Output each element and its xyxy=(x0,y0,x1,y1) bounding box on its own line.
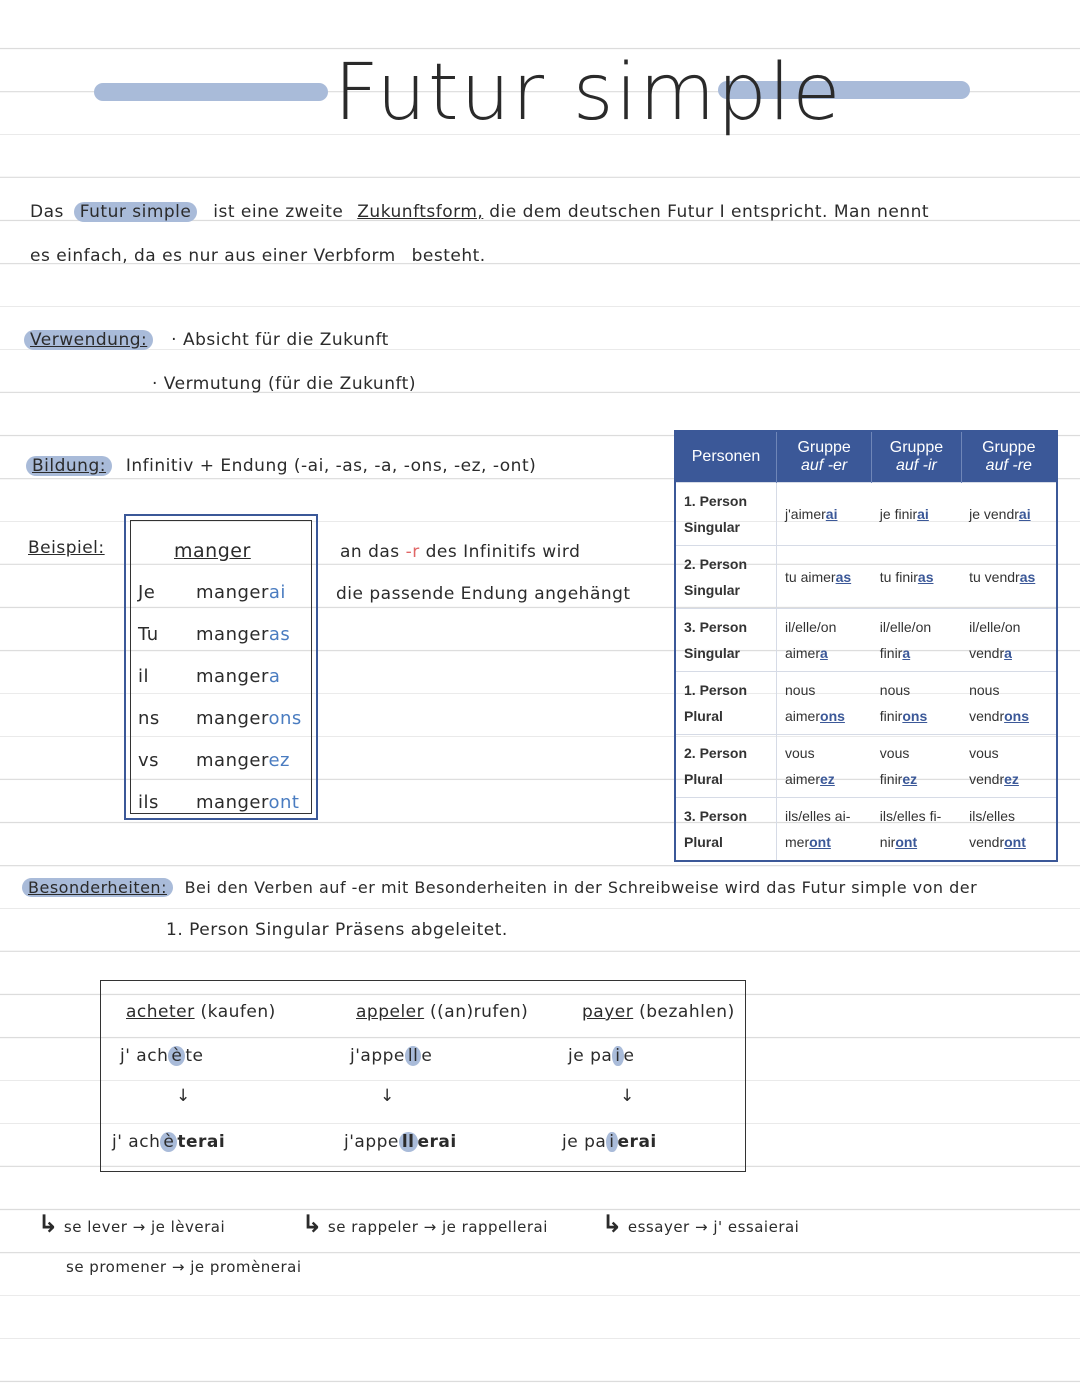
cell-ending: a xyxy=(1004,645,1012,661)
example-form xyxy=(196,708,302,729)
header-line: auf -re xyxy=(985,457,1032,474)
ending: a xyxy=(268,666,281,687)
table-cell xyxy=(961,672,1057,735)
example-form xyxy=(196,792,299,813)
ending: ons xyxy=(268,708,302,729)
example-note-2: die passende Endung angehängt xyxy=(336,584,631,604)
cell-text: vendr xyxy=(969,834,1005,850)
cell-ending: ont xyxy=(809,834,831,850)
table-cell xyxy=(961,609,1057,672)
usage-section xyxy=(24,330,389,350)
table-cell xyxy=(872,609,961,672)
example-pronoun: vs xyxy=(138,750,160,771)
cell-ending: ez xyxy=(820,771,835,787)
more-example-2: se promener → je promènerai xyxy=(66,1258,302,1276)
cell-text: il/elle/on xyxy=(879,619,932,635)
cell-text: ils/elles ai- xyxy=(785,808,851,824)
cell-ending: ont xyxy=(895,834,918,850)
table-row xyxy=(675,483,1057,546)
intro-word: die dem deutschen Futur I entspricht. Man nennt xyxy=(489,202,930,222)
example-acheter-head xyxy=(126,1002,276,1022)
example-form xyxy=(196,750,290,771)
note-text: des Infinitifs wird xyxy=(425,542,581,562)
example-note-1 xyxy=(340,542,580,562)
header-line: Gruppe xyxy=(797,439,851,456)
ending: ez xyxy=(268,750,291,771)
cell-text: vous xyxy=(969,745,999,761)
cell-text: aimer xyxy=(785,645,821,661)
table-cell xyxy=(777,798,872,862)
usage-item-1: · Absicht für die Zukunft xyxy=(171,330,389,350)
part: erai xyxy=(617,1132,657,1152)
table-cell-person xyxy=(675,735,777,798)
cell-text: tu vendr xyxy=(969,569,1020,585)
example-appeler-future xyxy=(344,1132,457,1152)
part: erai xyxy=(417,1132,457,1152)
cell-ending: a xyxy=(820,645,828,661)
example-payer-present xyxy=(568,1046,635,1066)
table-row xyxy=(675,735,1057,798)
cell-text: nous xyxy=(785,682,816,698)
example-acheter-future xyxy=(112,1132,225,1152)
cell-text: tu finir xyxy=(879,569,918,585)
table-cell xyxy=(777,735,872,798)
cell-line: Plural xyxy=(684,834,723,850)
header-line: Gruppe xyxy=(889,439,944,456)
intro-line-1 xyxy=(30,202,929,222)
cell-ending: ez xyxy=(902,771,918,787)
table-header xyxy=(777,431,872,483)
table-header: Personen xyxy=(675,431,777,483)
cell-line: 3. Person xyxy=(684,619,748,635)
example-appeler-present xyxy=(350,1046,432,1066)
cell-ending: as xyxy=(917,569,934,585)
example-pronoun: Je xyxy=(138,582,156,603)
stem: manger xyxy=(196,666,269,687)
cell-text: vendr xyxy=(969,708,1005,724)
special-label: Besonderheiten: xyxy=(22,878,173,897)
special-line-2: 1. Person Singular Präsens abgeleitet. xyxy=(166,920,508,940)
part: e xyxy=(623,1046,635,1066)
table-cell-person xyxy=(675,609,777,672)
cell-line: 1. Person xyxy=(684,682,748,698)
corner-arrow-icon: ↳ xyxy=(302,1210,323,1238)
cell-text: mer xyxy=(785,834,810,850)
table-cell-person xyxy=(675,672,777,735)
cell-line: 1. Person xyxy=(684,493,748,509)
table-header xyxy=(961,431,1057,483)
table-cell-person xyxy=(675,483,777,546)
down-arrow-icon: ↓ xyxy=(380,1086,395,1106)
example-pronoun: ils xyxy=(138,792,159,813)
cell-line: 3. Person xyxy=(684,808,748,824)
cell-ending: ez xyxy=(1004,771,1019,787)
table-cell-person xyxy=(675,546,777,609)
cell-ending: ons xyxy=(1004,708,1030,724)
more-example-3 xyxy=(302,1210,548,1238)
table-header-row xyxy=(675,431,1057,483)
table-cell xyxy=(777,609,872,672)
part: je pa xyxy=(568,1046,613,1066)
cell-text: finir xyxy=(879,645,903,661)
part: j' ach xyxy=(120,1046,169,1066)
highlight: ll xyxy=(405,1046,421,1066)
table-cell xyxy=(777,672,872,735)
part: terai xyxy=(177,1132,226,1152)
table-cell xyxy=(961,483,1057,546)
cell-text: finir xyxy=(879,708,903,724)
cell-text: vendr xyxy=(969,645,1005,661)
example-appeler-head xyxy=(356,1002,528,1022)
highlight: i xyxy=(612,1046,623,1066)
header-line: Gruppe xyxy=(982,439,1036,456)
cell-line: 2. Person xyxy=(684,556,748,572)
cell-text: aimer xyxy=(785,771,821,787)
example-pronoun: ns xyxy=(138,708,160,729)
cell-line: Singular xyxy=(684,582,741,598)
formation-label: Bildung: xyxy=(26,456,112,476)
verb: appeler xyxy=(356,1002,425,1022)
example-text: se lever → je lèverai xyxy=(63,1218,226,1236)
verb: payer xyxy=(582,1002,634,1022)
example-pronoun: Tu xyxy=(138,624,159,645)
part: je pa xyxy=(562,1132,607,1152)
cell-line: Singular xyxy=(684,519,741,535)
stem: manger xyxy=(196,582,269,603)
usage-item-2: · Vermutung (für die Zukunft) xyxy=(152,374,416,394)
special-line-1 xyxy=(22,878,977,897)
note-text: an das xyxy=(340,542,400,562)
title-bar-left xyxy=(94,83,328,101)
cell-text: j'aimer xyxy=(785,506,826,522)
example-payer-head xyxy=(582,1002,735,1022)
cell-text: il/elle/on xyxy=(785,619,837,635)
table-cell xyxy=(872,546,961,609)
table-cell xyxy=(872,672,961,735)
note-r: -r xyxy=(405,542,420,562)
cell-ending: a xyxy=(902,645,911,661)
corner-arrow-icon: ↳ xyxy=(38,1210,59,1238)
special-text: Bei den Verben auf -er mit Besonderheiten in der Schreibweise wird das Futur simple von der xyxy=(184,878,978,897)
page-title: Futur simple xyxy=(334,48,843,138)
table-row xyxy=(675,546,1057,609)
cell-text: vous xyxy=(785,745,815,761)
example-text: se rappeler → je rappellerai xyxy=(327,1218,548,1236)
table-cell xyxy=(961,798,1057,862)
cell-text: nir xyxy=(879,834,896,850)
cell-line: 2. Person xyxy=(684,745,748,761)
cell-text: ils/elles fi- xyxy=(879,808,942,824)
example-verb: manger xyxy=(174,540,251,562)
stem: manger xyxy=(196,708,269,729)
usage-label: Verwendung: xyxy=(24,330,153,350)
example-pronoun: il xyxy=(138,666,150,687)
table-cell xyxy=(961,546,1057,609)
ending: ai xyxy=(268,582,286,603)
table-cell xyxy=(872,483,961,546)
stem: manger xyxy=(196,624,269,645)
table-header xyxy=(872,431,961,483)
cell-ending: as xyxy=(1019,569,1036,585)
intro-word: besteht. xyxy=(411,246,486,266)
conjugation-table xyxy=(674,430,1058,862)
cell-text: nous xyxy=(969,682,1000,698)
cell-text: aimer xyxy=(785,708,821,724)
table-cell xyxy=(872,798,961,862)
table-row xyxy=(675,672,1057,735)
ending: ont xyxy=(268,792,300,813)
intro-word: Das xyxy=(30,202,64,222)
table-cell xyxy=(872,735,961,798)
ending: as xyxy=(268,624,291,645)
cell-text: vendr xyxy=(969,771,1005,787)
part: e xyxy=(421,1046,433,1066)
table-cell xyxy=(777,483,872,546)
table-cell-person xyxy=(675,798,777,862)
header-line: auf -er xyxy=(801,457,848,474)
cell-ending: ons xyxy=(820,708,845,724)
table-cell xyxy=(961,735,1057,798)
stem: manger xyxy=(196,792,269,813)
cell-ending: ont xyxy=(1004,834,1026,850)
highlight: ll xyxy=(399,1132,418,1152)
term-futur-simple: Futur simple xyxy=(74,202,198,222)
part: j' ach xyxy=(112,1132,161,1152)
intro-word: ist eine zweite xyxy=(213,202,344,222)
example-form xyxy=(196,666,280,687)
example-payer-future xyxy=(562,1132,657,1152)
cell-ending: ai xyxy=(825,506,838,522)
part: te xyxy=(185,1046,204,1066)
intro-line-2 xyxy=(30,246,486,266)
translation: ((an)rufen) xyxy=(430,1002,529,1022)
part: j'appe xyxy=(350,1046,405,1066)
table-cell xyxy=(777,546,872,609)
example-text: essayer → j' essaierai xyxy=(627,1218,800,1236)
highlight: i xyxy=(606,1132,617,1152)
cell-line: Plural xyxy=(684,771,723,787)
cell-ending: as xyxy=(835,569,852,585)
cell-text: il/elle/on xyxy=(969,619,1021,635)
intro-word: es einfach, da es nur aus einer Verbform xyxy=(30,246,396,266)
cell-text: vous xyxy=(879,745,910,761)
down-arrow-icon: ↓ xyxy=(176,1086,191,1106)
more-example-4 xyxy=(602,1210,799,1238)
down-arrow-icon: ↓ xyxy=(620,1086,635,1106)
part: j'appe xyxy=(344,1132,399,1152)
highlight: è xyxy=(168,1046,185,1066)
translation: (kaufen) xyxy=(200,1002,276,1022)
cell-ending: ons xyxy=(902,708,928,724)
cell-ending: ai xyxy=(1018,506,1031,522)
cell-text: ils/elles xyxy=(969,808,1015,824)
cell-text: je vendr xyxy=(969,506,1019,522)
header-line: auf -ir xyxy=(895,457,937,474)
verb: acheter xyxy=(126,1002,195,1022)
cell-text: nous xyxy=(879,682,911,698)
cell-ending: ai xyxy=(917,506,929,522)
more-example-1 xyxy=(38,1210,225,1238)
corner-arrow-icon: ↳ xyxy=(602,1210,623,1238)
formation-text: Infinitiv + Endung (-ai, -as, -a, -ons, -ez, -ont) xyxy=(125,456,537,476)
translation: (bezahlen) xyxy=(639,1002,735,1022)
example-form xyxy=(196,624,290,645)
cell-line: Singular xyxy=(684,645,741,661)
cell-text: tu aimer xyxy=(785,569,836,585)
highlight: è xyxy=(160,1132,177,1152)
example-label: Beispiel: xyxy=(28,538,105,558)
example-form xyxy=(196,582,286,603)
cell-text: je finir xyxy=(879,506,918,522)
example-acheter-present xyxy=(120,1046,203,1066)
term-zukunftsform: Zukunftsform, xyxy=(357,202,484,222)
cell-line: Plural xyxy=(684,708,723,724)
table-row xyxy=(675,798,1057,862)
table-row xyxy=(675,609,1057,672)
formation-section xyxy=(26,456,536,476)
stem: manger xyxy=(196,750,269,771)
cell-text: finir xyxy=(879,771,903,787)
